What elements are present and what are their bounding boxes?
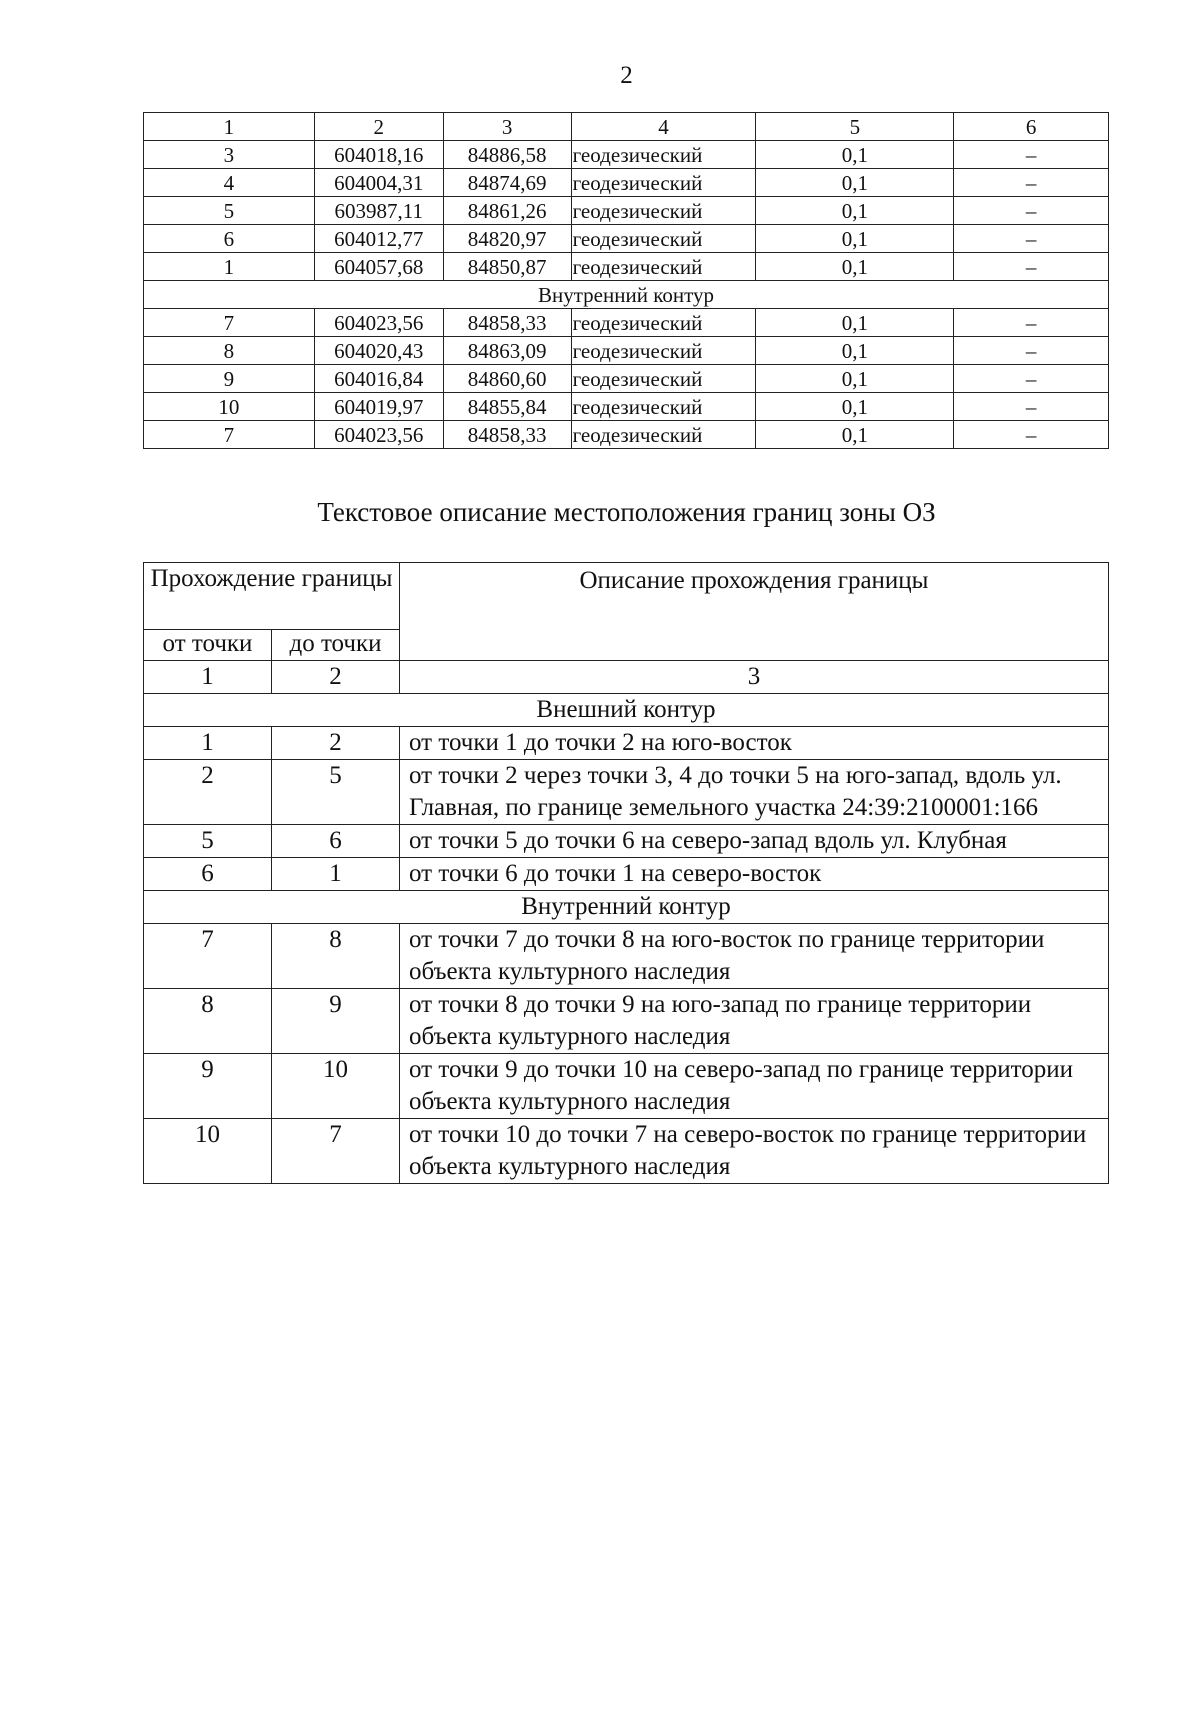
note: – [954, 421, 1109, 449]
to-point: 2 [272, 727, 400, 760]
note: – [954, 225, 1109, 253]
point-number: 7 [144, 309, 315, 337]
method: геодезический [571, 421, 756, 449]
from-point: 8 [144, 989, 272, 1054]
method: геодезический [571, 365, 756, 393]
accuracy: 0,1 [756, 421, 954, 449]
accuracy: 0,1 [756, 197, 954, 225]
table-row [144, 858, 1109, 891]
column-number: 6 [954, 113, 1109, 141]
note: – [954, 169, 1109, 197]
x-coordinate: 603987,11 [314, 197, 443, 225]
method: геодезический [571, 253, 756, 281]
inner-contour-label: Внутренний контур [144, 891, 1109, 924]
point-number: 9 [144, 365, 315, 393]
x-coordinate: 604019,97 [314, 393, 443, 421]
point-number: 8 [144, 337, 315, 365]
coordinates-table [143, 112, 1109, 449]
accuracy: 0,1 [756, 253, 954, 281]
accuracy: 0,1 [756, 141, 954, 169]
table-row [144, 924, 1109, 989]
y-coordinate: 84863,09 [443, 337, 571, 365]
x-coordinate: 604020,43 [314, 337, 443, 365]
column-number: 4 [571, 113, 756, 141]
from-point: 2 [144, 760, 272, 825]
header-to-point: до точки [272, 630, 400, 661]
accuracy: 0,1 [756, 337, 954, 365]
table-row [144, 365, 1109, 393]
note: – [954, 337, 1109, 365]
note: – [954, 253, 1109, 281]
column-number: 1 [144, 661, 272, 694]
note: – [954, 365, 1109, 393]
to-point: 10 [272, 1054, 400, 1119]
header-passage: Прохождение границы [144, 563, 400, 630]
method: геодезический [571, 337, 756, 365]
to-point: 9 [272, 989, 400, 1054]
to-point: 8 [272, 924, 400, 989]
x-coordinate: 604023,56 [314, 309, 443, 337]
to-point: 7 [272, 1119, 400, 1184]
boundary-description-table [143, 562, 1109, 1184]
point-number: 10 [144, 393, 315, 421]
method: геодезический [571, 309, 756, 337]
boundary-description: от точки 2 через точки 3, 4 до точки 5 на юго-запад, вдоль ул. Главная, по границе земельного участка 24:39:2100001:166 [400, 760, 1109, 825]
boundary-description: от точки 8 до точки 9 на юго-запад по границе территории объекта культурного наследия [400, 989, 1109, 1054]
header-from-point: от точки [144, 630, 272, 661]
table-row [144, 197, 1109, 225]
table-row [144, 337, 1109, 365]
y-coordinate: 84861,26 [443, 197, 571, 225]
column-number: 5 [756, 113, 954, 141]
method: геодезический [571, 393, 756, 421]
method: геодезический [571, 141, 756, 169]
point-number: 1 [144, 253, 315, 281]
table-row [144, 393, 1109, 421]
x-coordinate: 604057,68 [314, 253, 443, 281]
table-row [144, 253, 1109, 281]
outer-contour-label: Внешний контур [144, 694, 1109, 727]
to-point: 5 [272, 760, 400, 825]
table-row [144, 1054, 1109, 1119]
boundary-description: от точки 10 до точки 7 на северо-восток по границе территории объекта культурного наследия [400, 1119, 1109, 1184]
from-point: 7 [144, 924, 272, 989]
note: – [954, 141, 1109, 169]
column-number: 2 [272, 661, 400, 694]
boundary-description: от точки 6 до точки 1 на северо-восток [400, 858, 1109, 891]
boundary-description: от точки 1 до точки 2 на юго-восток [400, 727, 1109, 760]
page-number: 2 [620, 62, 633, 89]
method: геодезический [571, 197, 756, 225]
x-coordinate: 604016,84 [314, 365, 443, 393]
table-row [144, 825, 1109, 858]
from-point: 5 [144, 825, 272, 858]
boundary-description: от точки 7 до точки 8 на юго-восток по границе территории объекта культурного наследия [400, 924, 1109, 989]
y-coordinate: 84858,33 [443, 309, 571, 337]
from-point: 6 [144, 858, 272, 891]
section-title: Текстовое описание местоположения границ зоны ОЗ [317, 497, 936, 527]
y-coordinate: 84874,69 [443, 169, 571, 197]
column-number: 3 [443, 113, 571, 141]
accuracy: 0,1 [756, 365, 954, 393]
x-coordinate: 604023,56 [314, 421, 443, 449]
table-row [144, 760, 1109, 825]
y-coordinate: 84886,58 [443, 141, 571, 169]
point-number: 6 [144, 225, 315, 253]
boundary-description: от точки 5 до точки 6 на северо-запад вдоль ул. Клубная [400, 825, 1109, 858]
to-point: 1 [272, 858, 400, 891]
table-row [144, 989, 1109, 1054]
coordinates-header-row [144, 113, 1109, 141]
y-coordinate: 84860,60 [443, 365, 571, 393]
from-point: 10 [144, 1119, 272, 1184]
from-point: 1 [144, 727, 272, 760]
y-coordinate: 84820,97 [443, 225, 571, 253]
note: – [954, 393, 1109, 421]
table-row [144, 421, 1109, 449]
column-number: 3 [400, 661, 1109, 694]
method: геодезический [571, 169, 756, 197]
table-row [144, 1119, 1109, 1184]
point-number: 4 [144, 169, 315, 197]
table-row [144, 225, 1109, 253]
table-row [144, 309, 1109, 337]
y-coordinate: 84858,33 [443, 421, 571, 449]
note: – [954, 309, 1109, 337]
boundary-description: от точки 9 до точки 10 на северо-запад по границе территории объекта культурного наследия [400, 1054, 1109, 1119]
table-row [144, 727, 1109, 760]
from-point: 9 [144, 1054, 272, 1119]
header-description: Описание прохождения границы [400, 563, 1109, 661]
x-coordinate: 604012,77 [314, 225, 443, 253]
point-number: 5 [144, 197, 315, 225]
y-coordinate: 84855,84 [443, 393, 571, 421]
column-number: 2 [314, 113, 443, 141]
column-number: 1 [144, 113, 315, 141]
inner-contour-label: Внутренний контур [144, 281, 1109, 309]
accuracy: 0,1 [756, 169, 954, 197]
note: – [954, 197, 1109, 225]
table-row [144, 169, 1109, 197]
x-coordinate: 604004,31 [314, 169, 443, 197]
accuracy: 0,1 [756, 309, 954, 337]
point-number: 7 [144, 421, 315, 449]
method: геодезический [571, 225, 756, 253]
accuracy: 0,1 [756, 225, 954, 253]
x-coordinate: 604018,16 [314, 141, 443, 169]
point-number: 3 [144, 141, 315, 169]
accuracy: 0,1 [756, 393, 954, 421]
table-row [144, 141, 1109, 169]
y-coordinate: 84850,87 [443, 253, 571, 281]
to-point: 6 [272, 825, 400, 858]
